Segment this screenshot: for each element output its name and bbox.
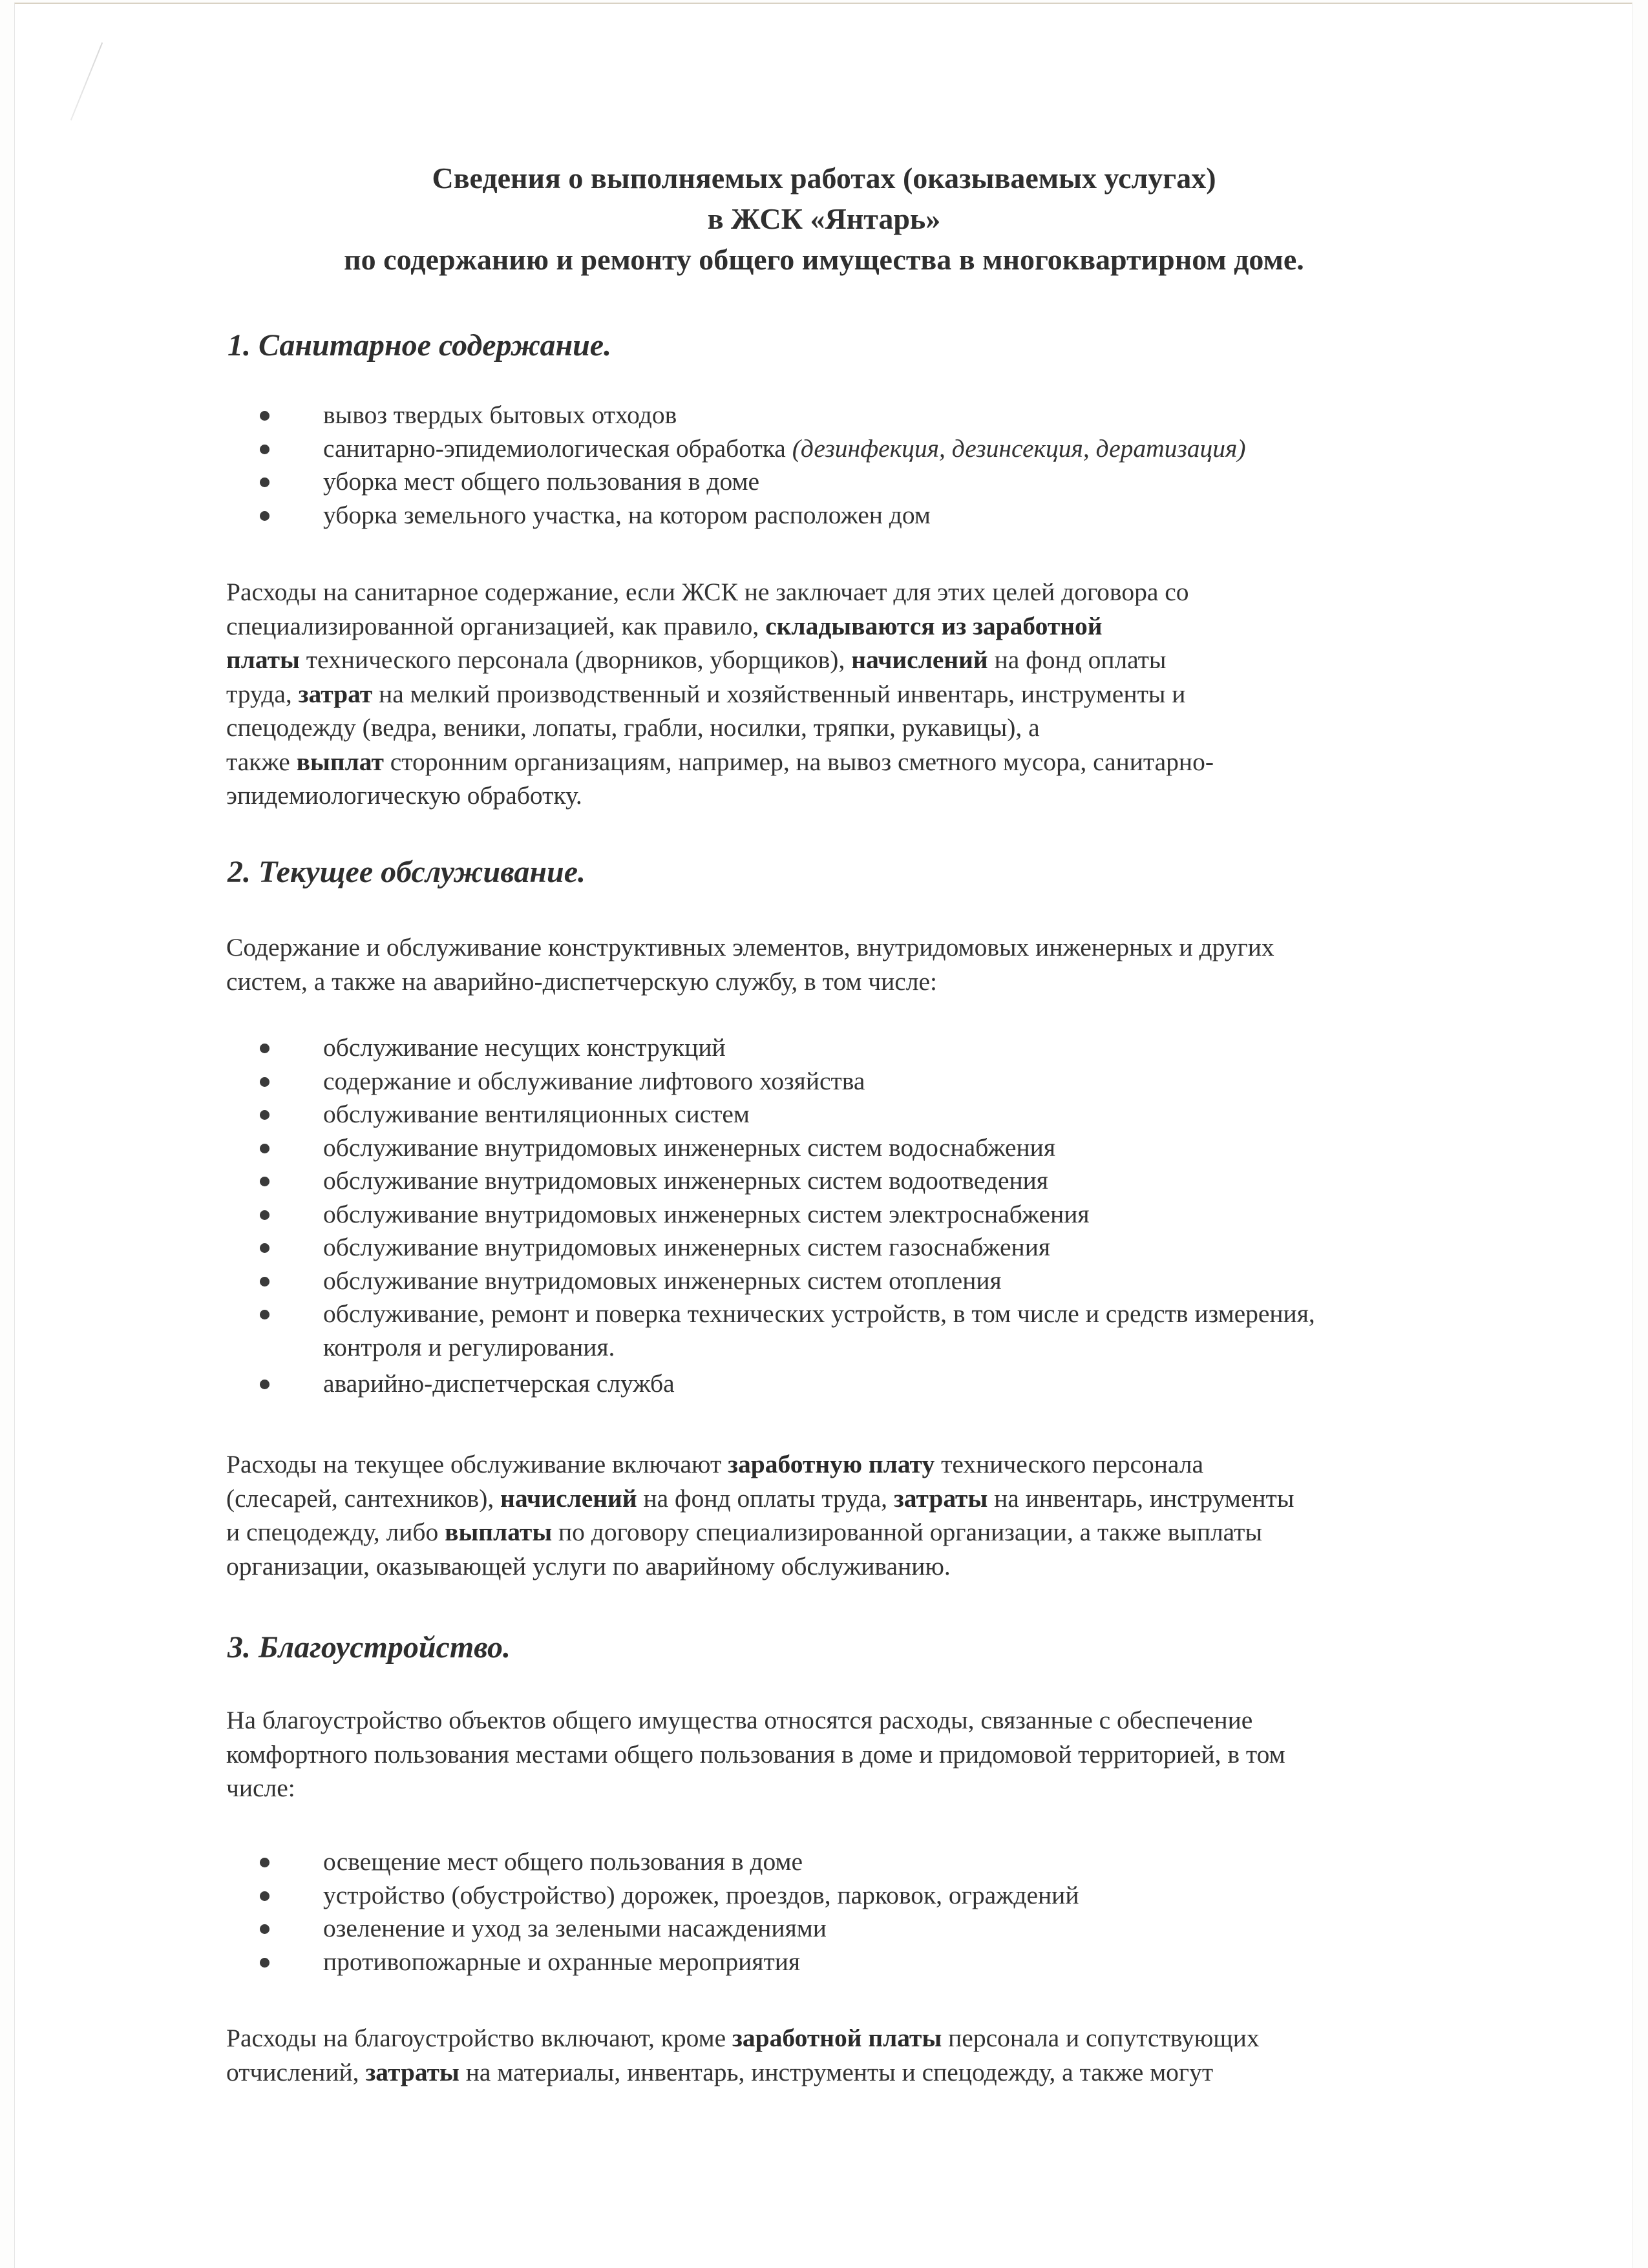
emphasized-term: затрат — [298, 679, 373, 708]
paragraph-line: Расходы на текущее обслуживание включают заработную плату технического персонала — [226, 1450, 1204, 1478]
expenses-paragraph-improvement — [226, 2021, 1493, 2089]
emphasized-term: заработную плату — [728, 1450, 935, 1478]
paragraph-line: числе: — [226, 1774, 295, 1802]
expenses-paragraph-maintenance — [226, 1447, 1493, 1583]
emphasized-term: начислений — [500, 1484, 637, 1513]
bullet-icon — [260, 1110, 269, 1120]
bullet-icon — [260, 1144, 269, 1153]
bullet-list-improvement — [226, 1845, 1079, 1979]
list-item — [226, 1098, 1315, 1131]
bullet-icon — [260, 1891, 269, 1901]
list-item-text: уборка мест общего пользования в доме — [323, 467, 759, 496]
list-item-text: устройство (обустройство) дорожек, проездов, парковок, ограждений — [323, 1880, 1079, 1909]
list-item — [226, 1131, 1315, 1165]
section-heading-maintenance: 2. Текущее обслуживание. — [227, 855, 586, 889]
list-item — [226, 1367, 1315, 1401]
list-item — [226, 1265, 1315, 1298]
paragraph-line: труда, затрат на мелкий производственный и хозяйственный инвентарь, инструменты и — [226, 679, 1186, 708]
list-item-text: обслуживание внутридомовых инженерных систем отопления — [323, 1266, 1002, 1295]
list-item-text: аварийно-диспетчерская служба — [323, 1369, 675, 1398]
bullet-icon — [260, 411, 269, 421]
section-heading-sanitary: 1. Санитарное содержание. — [227, 328, 612, 362]
bullet-icon — [260, 1924, 269, 1934]
bullet-icon — [260, 1177, 269, 1186]
bullet-list-sanitary — [226, 399, 1246, 532]
emphasized-term: затраты — [365, 2057, 460, 2086]
document-title — [0, 158, 1648, 280]
bullet-icon — [260, 1077, 269, 1087]
paragraph-line: специализированной организацией, как правило, складываются из заработной — [226, 611, 1103, 640]
list-item — [226, 465, 1246, 499]
bullet-list-maintenance — [226, 1031, 1315, 1401]
list-item-text: освещение мест общего пользования в доме — [323, 1847, 803, 1876]
paragraph-line: отчислений, затраты на материалы, инвентарь, инструменты и спецодежду, а также могут — [226, 2057, 1214, 2086]
bullet-icon — [260, 1210, 269, 1220]
list-item — [226, 1198, 1315, 1232]
bullet-icon — [260, 1858, 269, 1867]
section-heading-improvement: 3. Благоустройство. — [227, 1630, 511, 1664]
list-item — [226, 1164, 1315, 1198]
list-item-text: обслуживание внутридомовых инженерных систем газоснабжения — [323, 1233, 1050, 1261]
list-item-text: обслуживание несущих конструкций — [323, 1033, 726, 1062]
paragraph-line: Содержание и обслуживание конструктивных элементов, внутридомовых инженерных и других — [226, 933, 1274, 961]
paragraph-line: На благоустройство объектов общего имущества относятся расходы, связанные с обеспечение — [226, 1706, 1253, 1734]
list-item — [226, 499, 1246, 532]
paragraph-line: спецодежду (ведра, веники, лопаты, грабли, носилки, тряпки, рукавицы), а — [226, 713, 1040, 742]
bullet-icon — [260, 478, 269, 487]
bullet-icon — [260, 1310, 269, 1319]
list-item-text: вывоз твердых бытовых отходов — [323, 401, 677, 429]
list-item-text: озеленение и уход за зелеными насаждениями — [323, 1914, 827, 1942]
intro-paragraph-maintenance — [226, 930, 1493, 998]
emphasized-term: заработной платы — [732, 2024, 942, 2052]
list-item — [226, 1031, 1315, 1065]
scan-artifact — [70, 42, 103, 120]
emphasized-term: выплат — [296, 747, 384, 776]
list-item-text: обслуживание внутридомовых инженерных систем электроснабжения — [323, 1199, 1090, 1228]
bullet-icon — [260, 1243, 269, 1253]
list-item — [226, 1845, 1079, 1879]
paragraph-line: также выплат сторонним организациям, например, на вывоз сметного мусора, санитарно- — [226, 747, 1214, 776]
paragraph-line: систем, а также на аварийно-диспетчерскую службу, в том числе: — [226, 967, 938, 996]
paragraph-line: и спецодежду, либо выплаты по договору специализированной организации, а также выплаты — [226, 1518, 1262, 1546]
list-item-text: уборка земельного участка, на котором расположен дом — [323, 500, 931, 529]
bullet-icon — [260, 1044, 269, 1053]
emphasized-term: начислений — [851, 646, 988, 674]
list-item — [226, 1879, 1079, 1913]
title-line: по содержанию и ремонту общего имущества в многоквартирном доме. — [344, 243, 1304, 276]
list-item-text: противопожарные и охранные мероприятия — [323, 1947, 801, 1976]
list-item — [226, 1297, 1315, 1364]
paragraph-line: Расходы на благоустройство включают, кроме заработной платы персонала и сопутствующих — [226, 2024, 1260, 2052]
list-item-continuation: контроля и регулирования. — [323, 1332, 615, 1361]
paragraph-line: эпидемиологическую обработку. — [226, 781, 582, 810]
list-item-text: обслуживание внутридомовых инженерных систем водоотведения — [323, 1166, 1048, 1195]
paragraph-line: Расходы на санитарное содержание, если ЖСК не заключает для этих целей договора со — [226, 578, 1189, 606]
list-item-text: содержание и обслуживание лифтового хозяйства — [323, 1066, 865, 1095]
bullet-icon — [260, 511, 269, 521]
list-item — [226, 432, 1246, 466]
list-item — [226, 1912, 1079, 1946]
list-item — [226, 1946, 1079, 1979]
paragraph-line: организации, оказывающей услуги по аварийному обслуживанию. — [226, 1551, 951, 1580]
list-item-text: санитарно-эпидемиологическая обработка — [323, 434, 792, 463]
bullet-icon — [260, 1958, 269, 1968]
list-item — [226, 1065, 1315, 1098]
list-item-text: обслуживание внутридомовых инженерных систем водоснабжения — [323, 1133, 1055, 1162]
list-item-text: обслуживание, ремонт и поверка технических устройств, в том числе и средств измерения, — [323, 1299, 1315, 1328]
paragraph-line: (слесарей, сантехников), начислений на фонд оплаты труда, затраты на инвентарь, инструменты — [226, 1484, 1294, 1513]
bullet-icon — [260, 1380, 269, 1389]
list-item-italic-note: (дезинфекция, дезинсекция, дератизация) — [792, 434, 1246, 463]
title-line: в ЖСК «Янтарь» — [707, 202, 941, 235]
intro-paragraph-improvement — [226, 1703, 1493, 1805]
paragraph-line: комфортного пользования местами общего пользования в доме и придомовой территорией, в том — [226, 1739, 1285, 1769]
paragraph-line: платы технического персонала (дворников, уборщиков), начислений на фонд оплаты — [226, 646, 1167, 674]
emphasized-term: складываются из заработной — [765, 611, 1103, 640]
expenses-paragraph-sanitary — [226, 575, 1493, 813]
list-item — [226, 1231, 1315, 1265]
list-item-text: обслуживание вентиляционных систем — [323, 1100, 750, 1128]
emphasized-term: выплаты — [445, 1518, 553, 1546]
bullet-icon — [260, 445, 269, 454]
list-item — [226, 399, 1246, 432]
emphasized-term: затраты — [893, 1484, 988, 1513]
title-line: Сведения о выполняемых работах (оказываемых услугах) — [432, 162, 1216, 194]
emphasized-term: платы — [226, 646, 300, 674]
bullet-icon — [260, 1277, 269, 1286]
